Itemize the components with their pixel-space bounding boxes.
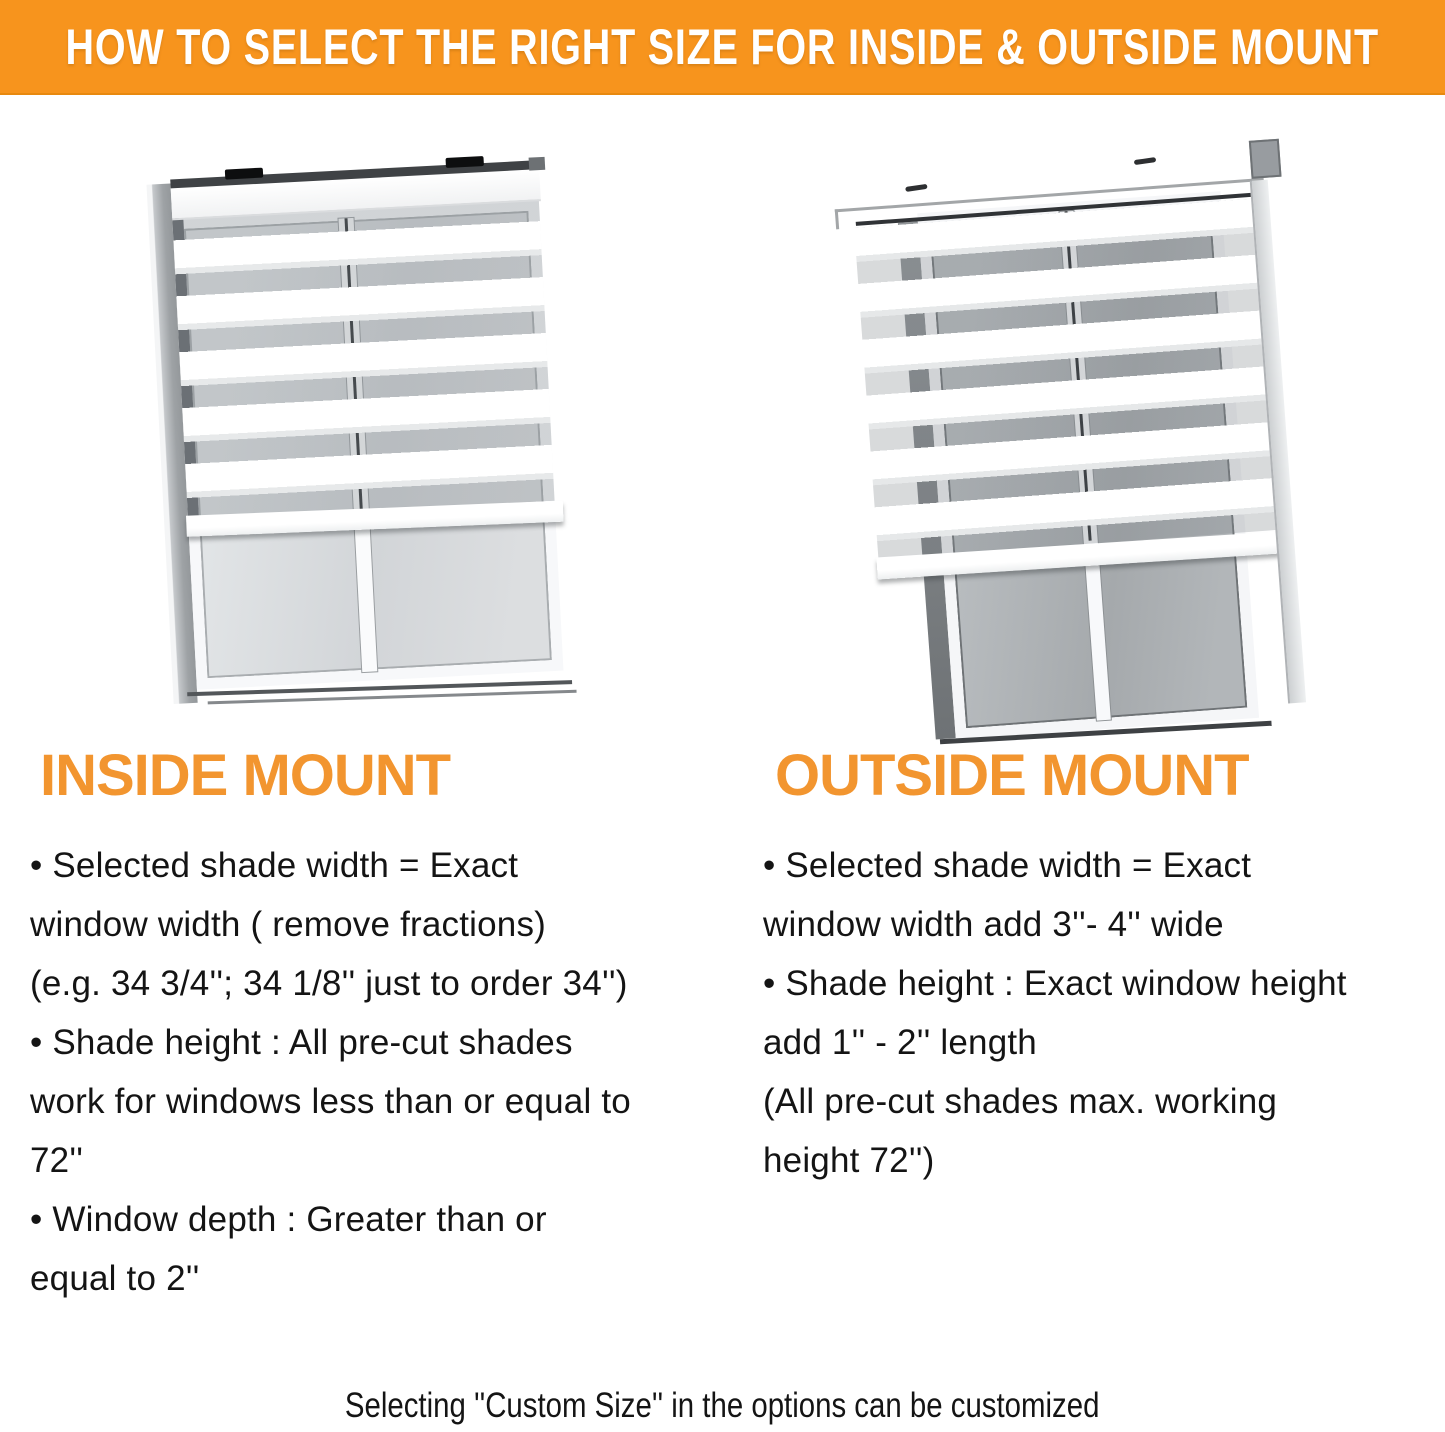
instruction-line: • Shade height : All pre-cut shades xyxy=(30,1023,573,1062)
outside-mount-illustration xyxy=(852,161,1313,765)
wall-edge-line xyxy=(835,209,839,229)
mounting-bracket-icon xyxy=(446,156,484,168)
screw-icon xyxy=(1134,157,1156,165)
page-title: HOW TO SELECT THE RIGHT SIZE FOR INSIDE & OUTSIDE MOUNT xyxy=(65,18,1380,75)
instruction-line: • Selected shade width = Exact xyxy=(763,846,1252,885)
instruction-line: height 72'') xyxy=(763,1141,935,1180)
screw-icon xyxy=(905,184,927,192)
instruction-line: window width ( remove fractions) xyxy=(30,905,547,944)
inside-mount-illustration xyxy=(146,160,568,715)
instruction-line: equal to 2'' xyxy=(30,1259,200,1298)
zebra-shade xyxy=(854,199,1275,559)
inside-mount-instructions xyxy=(30,836,631,1308)
title-banner xyxy=(0,0,1445,95)
outside-mount-heading: OUTSIDE MOUNT xyxy=(775,743,1249,808)
footer-note: Selecting ''Custom Size'' in the options can be customized xyxy=(345,1386,1100,1425)
instruction-line: add 1'' - 2'' length xyxy=(763,1023,1037,1062)
zebra-shade xyxy=(172,199,554,520)
instruction-line: • Selected shade width = Exact xyxy=(30,846,519,885)
instruction-line: • Shade height : Exact window height xyxy=(763,964,1347,1003)
outside-mount-instructions xyxy=(763,836,1347,1190)
inside-mount-heading: INSIDE MOUNT xyxy=(40,743,451,808)
instruction-line: • Window depth : Greater than or xyxy=(30,1200,547,1239)
instruction-line: 72'' xyxy=(30,1141,84,1180)
footer-note-row xyxy=(0,1386,1445,1426)
instruction-line: (e.g. 34 3/4''; 34 1/8'' just to order 34'') xyxy=(30,964,628,1003)
instruction-line: window width add 3''- 4'' wide xyxy=(763,905,1224,944)
mounting-bracket-icon xyxy=(1249,139,1282,179)
instruction-line: (All pre-cut shades max. working xyxy=(763,1082,1278,1121)
headrail-endcap xyxy=(529,157,546,171)
mounting-bracket-icon xyxy=(225,168,263,180)
instruction-line: work for windows less than or equal to xyxy=(30,1082,631,1121)
